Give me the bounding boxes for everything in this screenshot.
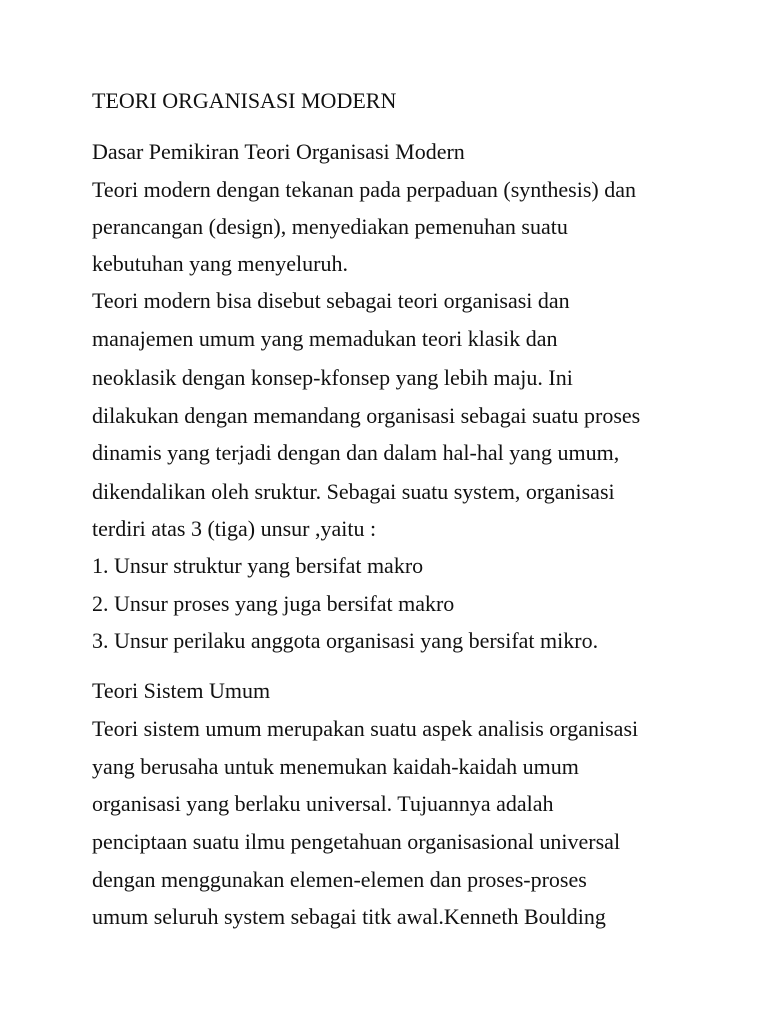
text-line: dikendalikan oleh sruktur. Sebagai suatu system, organisasi bbox=[92, 479, 615, 504]
document-title: TEORI ORGANISASI MODERN bbox=[92, 88, 397, 113]
text-line: manajemen umum yang memadukan teori klasik dan bbox=[92, 326, 558, 351]
text-line: kebutuhan yang menyeluruh. bbox=[92, 251, 348, 276]
section-heading: Dasar Pemikiran Teori Organisasi Modern bbox=[92, 139, 465, 164]
text-line: Teori modern bisa disebut sebagai teori organisasi dan bbox=[92, 288, 570, 313]
text-line: Teori modern dengan tekanan pada perpaduan (synthesis) dan bbox=[92, 177, 636, 202]
text-line: dinamis yang terjadi dengan dan dalam hal-hal yang umum, bbox=[92, 440, 620, 465]
list-item: 3. Unsur perilaku anggota organisasi yang bersifat mikro. bbox=[92, 628, 599, 653]
text-line: Teori sistem umum merupakan suatu aspek analisis organisasi bbox=[92, 716, 639, 741]
text-line: yang berusaha untuk menemukan kaidah-kaidah umum bbox=[92, 754, 579, 779]
section-heading: Teori Sistem Umum bbox=[92, 678, 271, 703]
text-line: organisasi yang berlaku universal. Tujuannya adalah bbox=[92, 791, 554, 816]
text-line: umum seluruh system sebagai titk awal.Kenneth Boulding bbox=[92, 904, 606, 929]
text-line: dengan menggunakan elemen-elemen dan proses-proses bbox=[92, 867, 587, 892]
text-line: terdiri atas 3 (tiga) unsur ,yaitu : bbox=[92, 516, 377, 541]
text-line: neoklasik dengan konsep-kfonsep yang lebih maju. Ini bbox=[92, 365, 573, 390]
text-line: perancangan (design), menyediakan pemenuhan suatu bbox=[92, 214, 568, 239]
text-line: dilakukan dengan memandang organisasi sebagai suatu proses bbox=[92, 403, 641, 428]
list-item: 1. Unsur struktur yang bersifat makro bbox=[92, 553, 424, 578]
text-line: penciptaan suatu ilmu pengetahuan organisasional universal bbox=[92, 829, 621, 854]
list-item: 2. Unsur proses yang juga bersifat makro bbox=[92, 591, 455, 616]
